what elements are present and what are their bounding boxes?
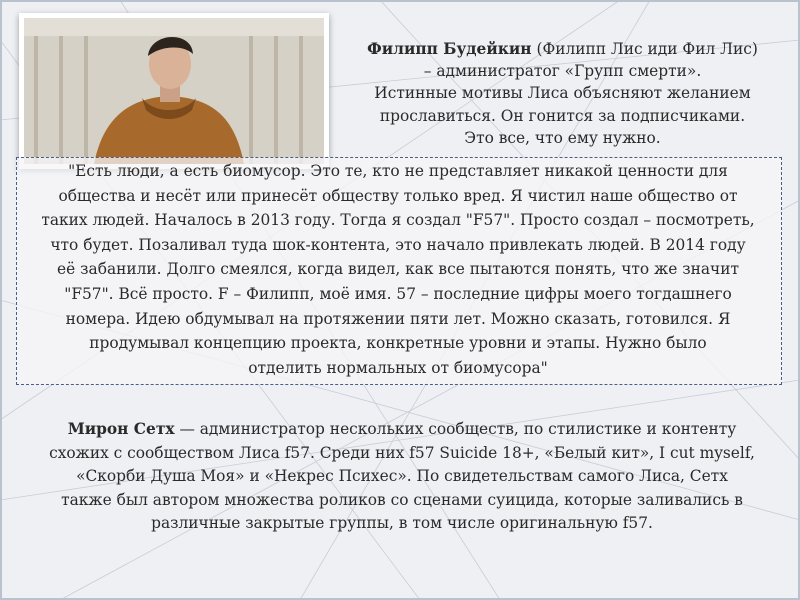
intro-line-1: Филипп Будейкин (Филипп Лис иди Фил Лис): [367, 40, 758, 58]
quote-text: [24, 159, 772, 380]
bottom-line: различные закрытые группы, в том числе оригинальную f57.: [151, 514, 653, 533]
bottom-line: также был автором множества роликов со сценами суицида, которые заливались в: [61, 490, 743, 509]
quote-line: номера. Идею обдумывал на протяжении пяти лет. Можно сказать, готовился. Я: [65, 309, 731, 328]
quote-line: таких людей. Началось в 2013 году. Тогда я создал "F57". Просто создал – посмотреть,: [41, 211, 755, 230]
intro-line-2: – администратог «Групп смерти».: [423, 62, 702, 81]
intro-line-3: Истинные мотивы Лиса объясняют желанием: [374, 84, 751, 103]
bottom-paragraph: [22, 418, 782, 536]
quote-line: что будет. Позаливал туда шок-контента, это начало привлекать людей. В 2014 году: [50, 235, 746, 254]
quote-line: отделить нормальных от биомусора": [248, 358, 548, 377]
intro-line-4: прославиться. Он гонится за подписчиками.: [379, 106, 746, 125]
intro-line-5: Это все, что ему нужно.: [464, 128, 661, 147]
person-name-fox: Филипп Будейкин: [367, 40, 532, 58]
person-name-miron: Мирон Сетх: [67, 420, 175, 438]
quote-line: "Есть люди, а есть биомусор. Это те, кто не представляет никакой ценности для: [68, 162, 728, 180]
quote-line: продумывал концепцию проекта, конкретные уровни и этапы. Нужно было: [89, 334, 707, 353]
bottom-line-1: Мирон Сетх — администратор нескольких сообществ, по стилистике и контенту: [67, 420, 737, 438]
quote-line: общества и несёт или принесёт обществу только вред. Я чистил наше общество от: [58, 186, 738, 205]
bottom-line: схожих с сообществом Лиса f57. Среди них f57 Suicide 18+, «Белый кит», I cut myself,: [49, 443, 755, 462]
quote-line: "F57". Всё просто. F – Филипп, моё имя. 57 – последние цифры моего тогдашнего: [64, 284, 732, 303]
bottom-line: «Скорби Душа Моя» и «Некрес Психес». По свидетельствам самого Лиса, Сетх: [76, 467, 728, 486]
intro-paragraph: [335, 38, 790, 149]
portrait-photo: [19, 13, 329, 169]
quote-line: её забанили. Долго смеялся, когда видел, как все пытаются понять, что же значит: [57, 260, 739, 279]
